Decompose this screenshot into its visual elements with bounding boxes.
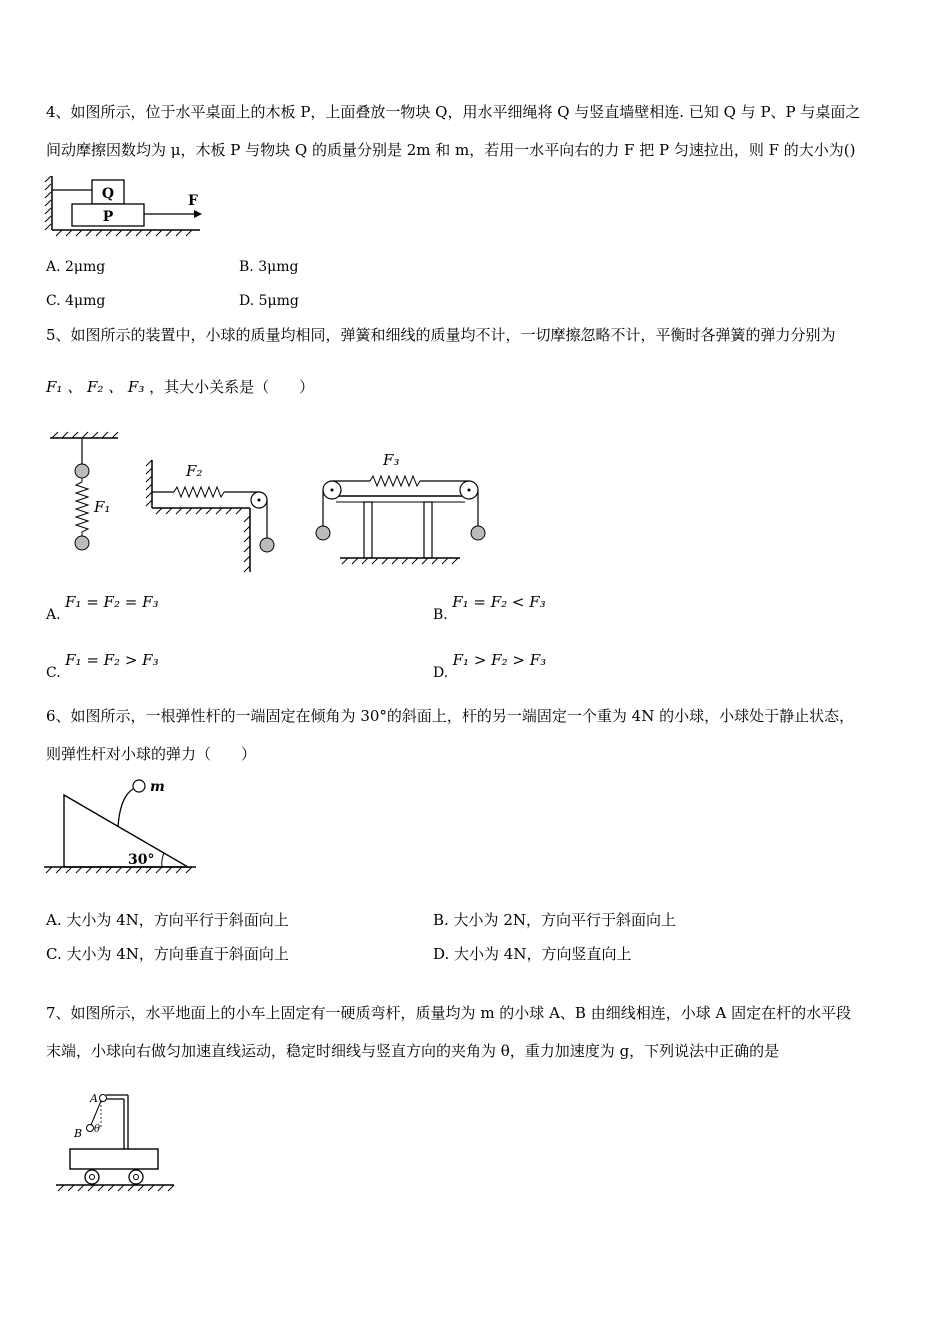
q5-option-b[interactable] [433,592,546,623]
q5-option-d[interactable] [433,650,547,681]
q5-option-a[interactable] [46,592,159,623]
q7-stem-line1: 7、如图所示，水平地面上的小车上固定有一硬质弯杆，质量均为 m 的小球 A、B 由细线相连，小球 A 固定在杆的水平段 [46,1004,852,1022]
q6-stem-line1: 6、如图所示，一根弹性杆的一端固定在倾角为 30°的斜面上，杆的另一端固定一个重为 4N 的小球，小球处于静止状态， [46,707,855,725]
q4-option-b[interactable]: B. 3μmg [239,259,299,275]
q4-stem-line2: 间动摩擦因数均为 μ，木板 P 与物块 Q 的质量分别是 2m 和 m，若用一水平向右的力 F 把 P 匀速拉出，则 F 的大小为() [46,141,856,159]
q5-option-c-letter: C. [46,665,61,681]
ball-m [133,780,145,792]
q6-option-b[interactable]: B. 大小为 2N，方向平行于斜面向上 [433,911,676,929]
label-a: A [90,1092,98,1105]
q6-stem-line2: 则弹性杆对小球的弹力（ ） [46,745,257,763]
label-f3: F₃ [383,451,400,469]
ball-a [100,1095,107,1102]
ball-b [87,1125,94,1132]
incline [64,795,188,867]
q5-option-a-expr: F₁ = F₂ = F₃ [65,593,159,611]
q4-figure [42,172,207,238]
q4-option-a[interactable]: A. 2μmg [46,259,106,275]
label-p: P [102,209,114,225]
q5-option-b-letter: B. [433,607,448,623]
q6-option-c[interactable]: C. 大小为 4N，方向垂直于斜面向上 [46,945,289,963]
q5-force-vars: F₁ 、 F₂ 、 F₃ [46,378,145,396]
q5-stem-line1: 5、如图所示的装置中，小球的质量均相同，弹簧和细线的质量均不计，一切摩擦忽略不计，平衡时各弹簧的弹力分别为 [46,326,836,344]
q7-figure [50,1085,180,1197]
label-q: Q [101,186,115,202]
q6-option-d[interactable]: D. 大小为 4N，方向竖直向上 [433,945,632,963]
q5-option-c[interactable] [46,650,159,681]
label-m: m [150,779,165,795]
ball-1-top [75,464,89,478]
label-f: F [188,193,198,209]
label-f2: F₂ [186,462,203,480]
q6-option-a[interactable]: A. 大小为 4N，方向平行于斜面向上 [46,911,289,929]
ball-2 [260,538,274,552]
q5-option-c-expr: F₁ = F₂ > F₃ [65,651,159,669]
q5-option-b-expr: F₁ = F₂ < F₃ [452,593,546,611]
label-b: B [74,1127,83,1140]
elastic-rod [118,789,133,827]
q5-figure [40,430,500,575]
ball-3-left [316,526,330,540]
ball-1-bottom [75,536,89,550]
q5-stem-line2: ，其大小关系是（ ） [149,378,315,396]
cart [70,1149,158,1169]
label-30deg: 30° [128,852,155,868]
q7-stem-line2: 末端，小球向右做匀加速直线运动，稳定时细线与竖直方向的夹角为 θ，重力加速度为 g，下列说法中正确的是 [46,1042,780,1060]
q4-option-d[interactable]: D. 5μmg [239,293,299,309]
label-theta: θ [94,1124,101,1135]
q4-option-c[interactable]: C. 4μmg [46,293,106,309]
q6-figure [40,775,200,880]
q5-option-d-letter: D. [433,665,449,681]
q5-option-d-expr: F₁ > F₂ > F₃ [452,651,547,669]
label-f1: F₁ [94,498,111,516]
q5-option-a-letter: A. [46,607,61,623]
ball-3-right [471,526,485,540]
q4-stem-line1: 4、如图所示，位于水平桌面上的木板 P，上面叠放一物块 Q，用水平细绳将 Q 与竖直墙壁相连. 已知 Q 与 P、P 与桌面之 [46,103,861,121]
